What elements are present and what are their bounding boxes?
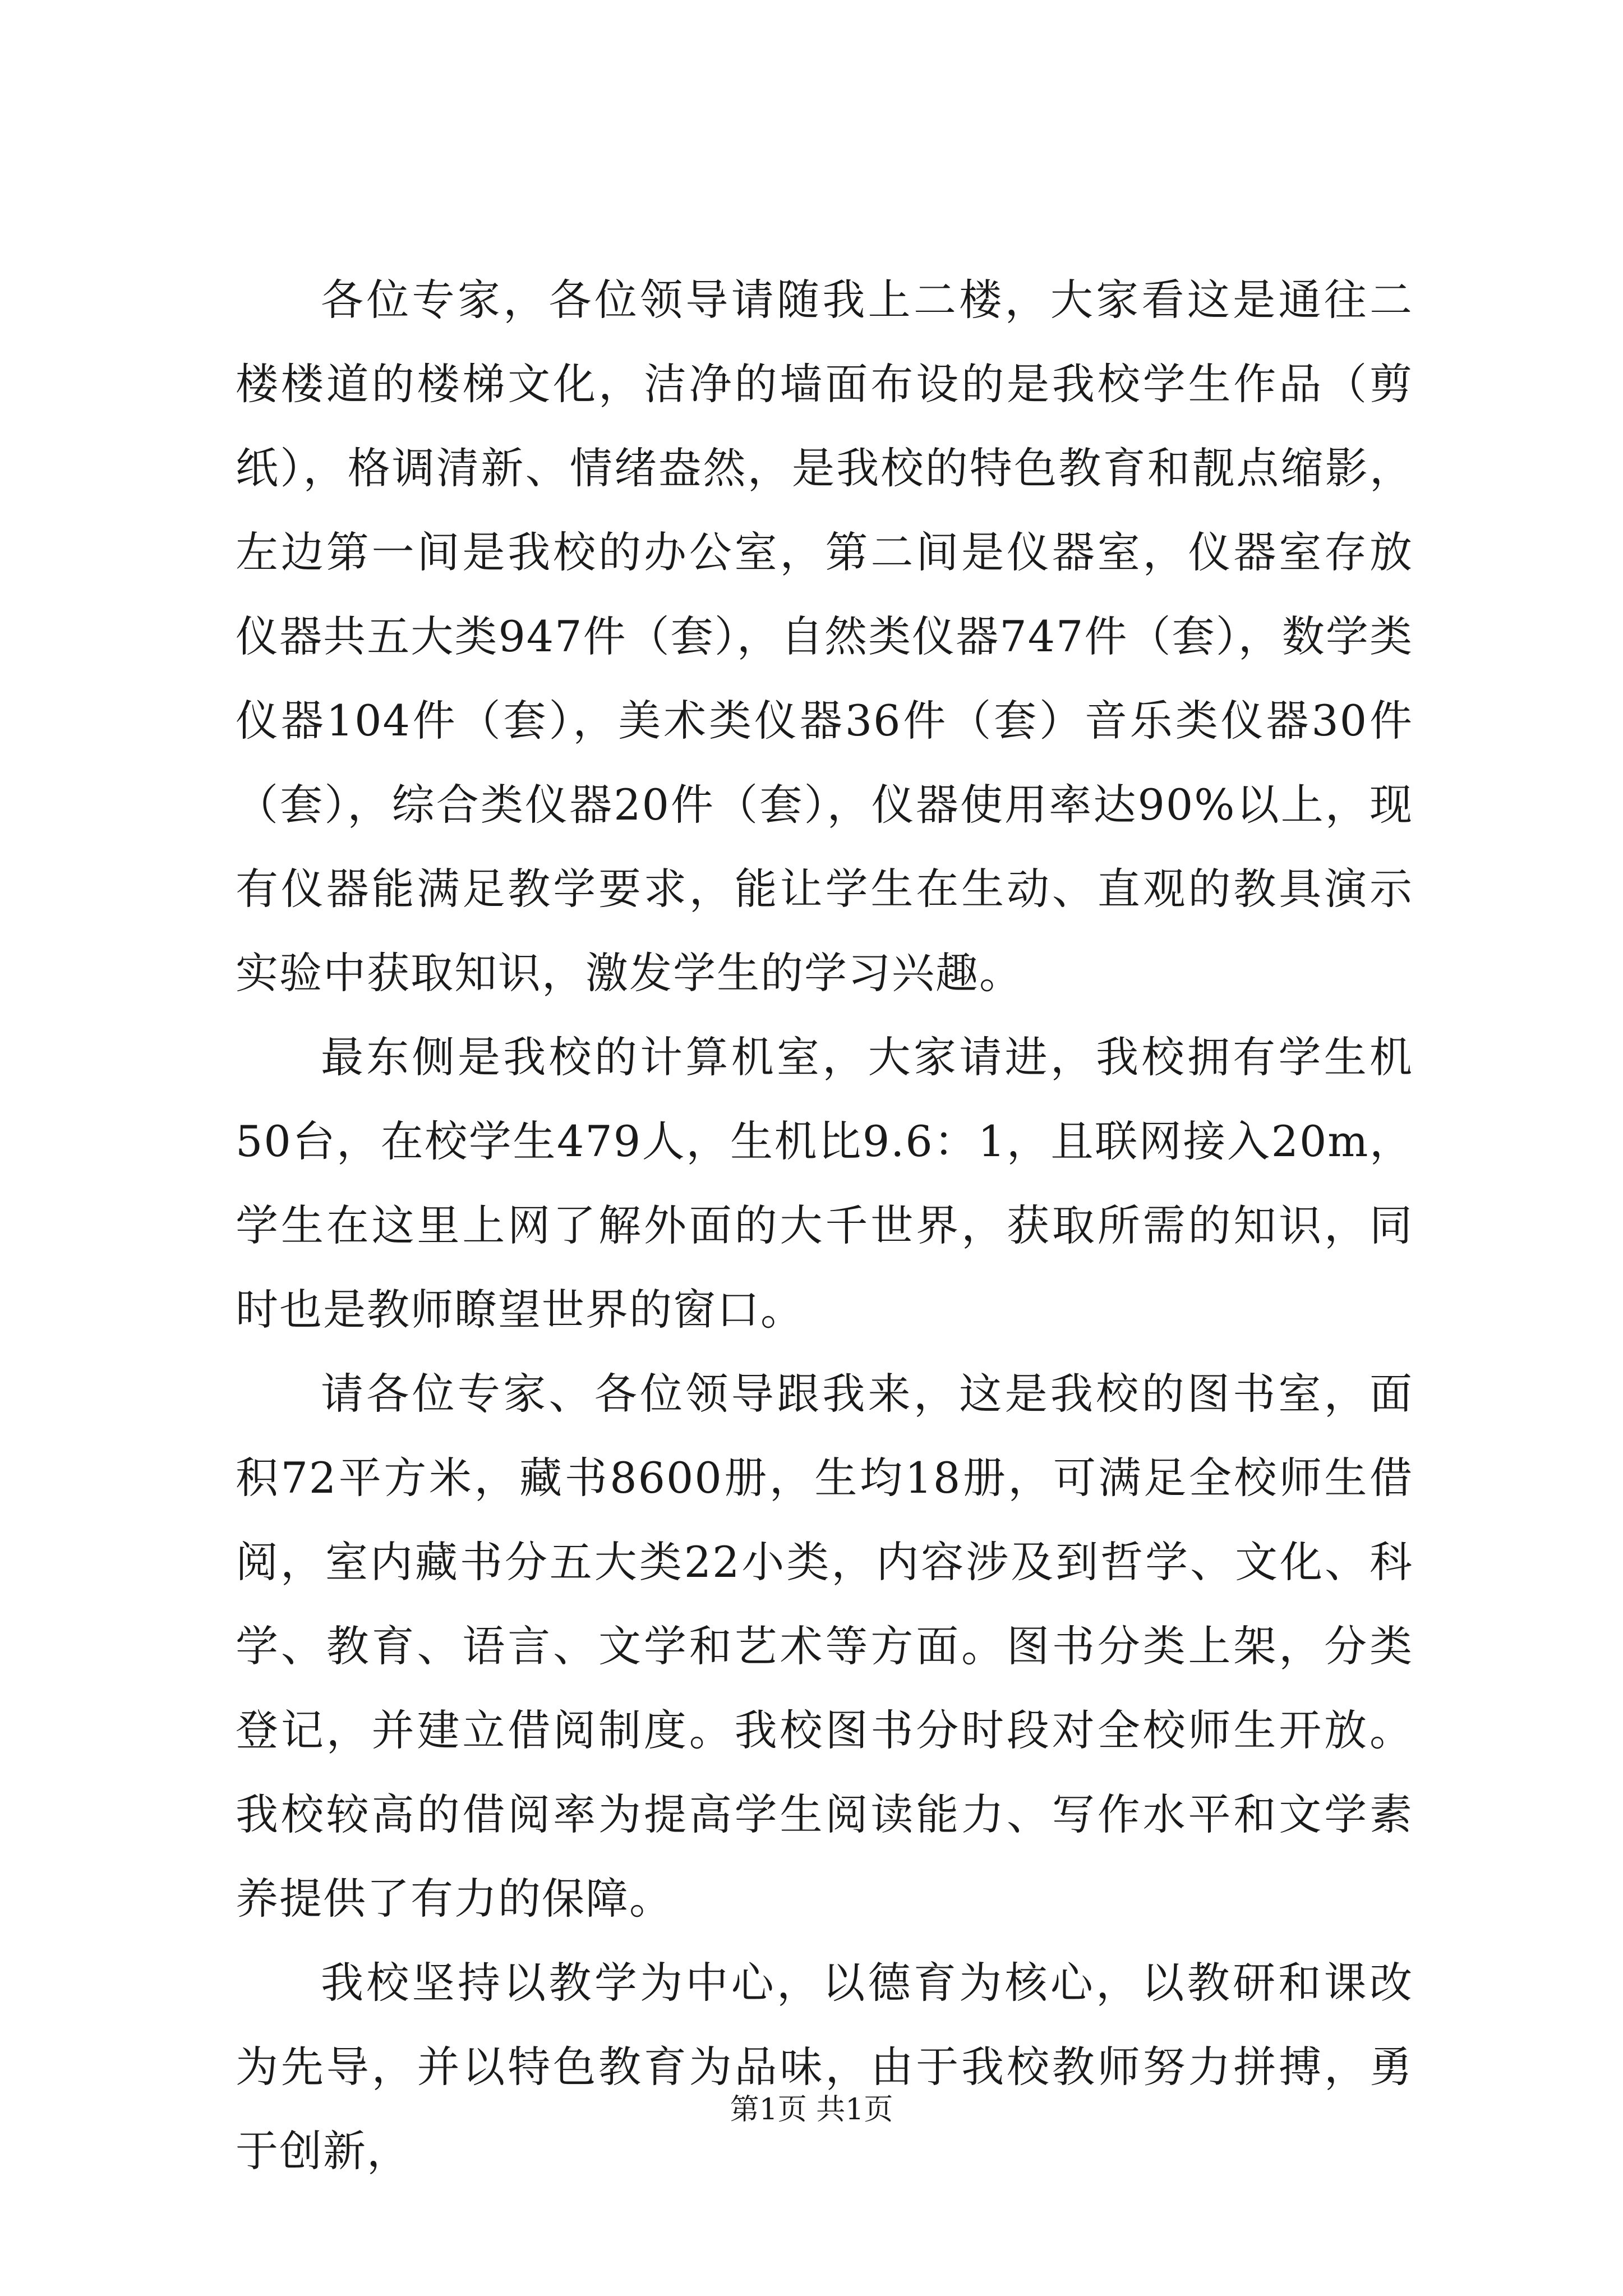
paragraph-computer-room: 最东侧是我校的计算机室，大家请进，我校拥有学生机50台，在校学生479人，生机比9.6：1，且联网接入20m，学生在这里上网了解外面的大千世界，获取所需的知识，同时也是教师瞭望世界的窗口。: [236, 1032, 1413, 1335]
paragraph-library: 请各位专家、各位领导跟我来，这是我校的图书室，面积72平方米，藏书8600册，生均18册，可满足全校师生借阅，室内藏书分五大类22小类，内容涉及到哲学、文化、科学、教育、语言、文学和艺术等方面。图书分类上架，分类登记，并建立借阅制度。我校图书分时段对全校师生开放。我校较高的借阅率为提高学生阅读能力、写作水平和文学素养提供了有力的保障。: [236, 1369, 1413, 1924]
paragraph-teaching-philosophy: 我校坚持以教学为中心，以德育为核心，以教研和课改为先导，并以特色教育为品味，由于我校教师努力拼搏，勇于创新，: [236, 1958, 1413, 2176]
paragraph-instrument-room: 各位专家，各位领导请随我上二楼，大家看这是通往二楼楼道的楼梯文化，洁净的墙面布设的是我校学生作品（剪纸），格调清新、情绪盎然，是我校的特色教育和靓点缩影，左边第一间是我校的办公室，第二间是仪器室，仪器室存放仪器共五大类947件（套），自然类仪器747件（套），数学类仪器104件（套），美术类仪器36件（套）音乐类仪器30件（套），综合类仪器20件（套），仪器使用率达90%以上，现有仪器能满足教学要求，能让学生在生动、直观的教具演示实验中获取知识，激发学生的学习兴趣。: [236, 275, 1413, 998]
document-body: [236, 258, 1413, 2193]
page-footer: 第1页 共1页: [730, 2093, 893, 2127]
